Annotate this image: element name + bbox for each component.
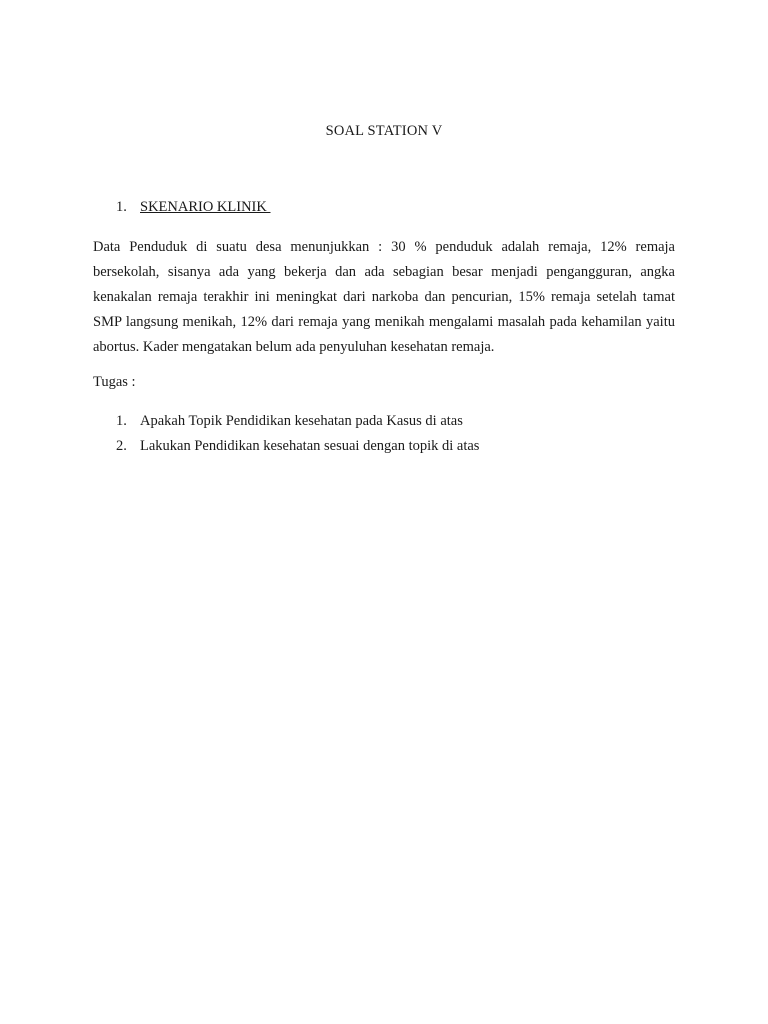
scenario-paragraph: Data Penduduk di suatu desa menunjukkan : 30 % penduduk adalah remaja, 12% remaja bersekolah, sisanya ada yang bekerja dan ada sebagian besar menjadi pengangguran, angka kenakalan remaja terakhir ini meningkat dari narkoba dan pencurian, 15% remaja setelah tamat SMP langsung menikah, 12% dari remaja yang menikah mengalami masalah pada kehamilan yaitu abortus. Kader mengatakan belum ada penyuluhan kesehatan remaja.: [93, 239, 675, 355]
task-text: Apakah Topik Pendidikan kesehatan pada Kasus di atas: [140, 413, 463, 429]
task-list: [116, 410, 479, 460]
task-text: Lakukan Pendidikan kesehatan sesuai dengan topik di atas: [140, 438, 480, 454]
task-number: 2.: [116, 438, 127, 454]
tasks-label: Tugas :: [93, 374, 136, 390]
task-item: [116, 435, 479, 460]
section-heading: [116, 199, 271, 216]
section-label: SKENARIO KLINIK: [140, 199, 271, 215]
task-number: 1.: [116, 413, 127, 429]
task-item: [116, 410, 479, 435]
page-title: SOAL STATION V: [325, 123, 443, 139]
section-number: 1.: [116, 199, 127, 215]
